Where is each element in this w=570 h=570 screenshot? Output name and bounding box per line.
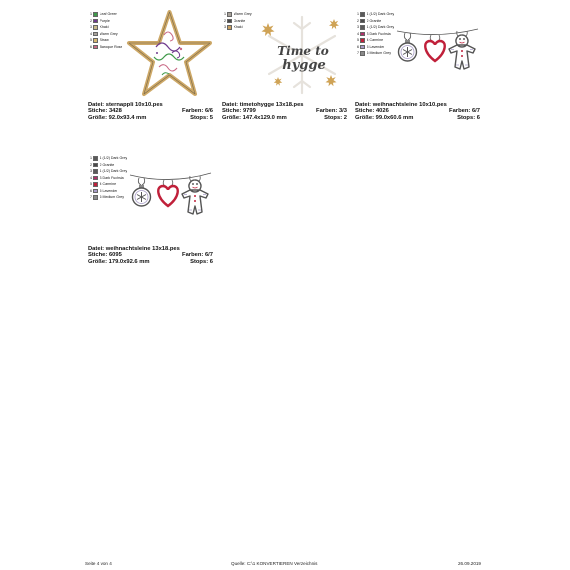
- design-thumbnail: [88, 9, 213, 100]
- stitch-count: 9799: [242, 108, 256, 115]
- legend-row: 1 1 (1/2) Dark Grey: [357, 12, 395, 16]
- gingerbread-icon: [449, 31, 475, 69]
- legend-row: 6 5 Lavender: [90, 188, 118, 193]
- footer-date: 26.09.2019: [458, 561, 481, 566]
- design-card-1: [88, 9, 213, 121]
- legend-row: 4 3 Dark Fuchsia: [90, 175, 124, 180]
- design-card-2: [222, 9, 347, 121]
- legend-row: 1 Warm Grey: [224, 12, 252, 16]
- legend-row: 2 Granite: [224, 18, 246, 23]
- color-swatch: [93, 195, 98, 200]
- color-count: 6/7: [204, 252, 213, 259]
- color-swatch: [360, 12, 365, 17]
- file-name: weihnachtsleine 13x18.pes: [105, 246, 180, 252]
- stitch-count: 6095: [108, 252, 122, 259]
- legend-row: 3 Khaki: [90, 25, 109, 29]
- label: Größe:: [355, 114, 375, 121]
- stop-count: 2: [343, 114, 347, 121]
- ornament-icon: [133, 178, 151, 206]
- color-count: 6/7: [471, 108, 480, 115]
- label: Größe:: [88, 114, 108, 121]
- footer-source-path: Quelle: C:\1 KONVERTIEREN Verzeichnis: [231, 561, 318, 566]
- color-swatch: [93, 19, 98, 24]
- label: Farben:: [316, 108, 338, 115]
- design-card-3: [355, 9, 480, 121]
- legend-row: 4 Warm Grey: [90, 31, 118, 36]
- label: Stops:: [190, 258, 209, 265]
- design-size: 179.0x92.6 mm: [108, 258, 150, 265]
- label: Stops:: [457, 114, 476, 121]
- color-swatch: [93, 169, 98, 174]
- color-swatch: [360, 25, 365, 30]
- stop-count: 6: [209, 258, 213, 265]
- legend-row: 2 2 Granite: [357, 18, 382, 23]
- color-count: 6/6: [204, 108, 213, 115]
- label: Farben:: [449, 108, 471, 115]
- design-thumbnail: [222, 9, 347, 100]
- file-name: weihnachtsleine 10x10.pes: [372, 102, 447, 108]
- color-swatch: [93, 32, 98, 37]
- color-swatch: [227, 19, 232, 24]
- heart-icon: [425, 35, 444, 61]
- label: Stops:: [324, 114, 343, 121]
- legend-row: 1 1 (1/2) Dark Grey: [90, 156, 128, 160]
- label: Stiche:: [355, 108, 375, 115]
- label: Stiche:: [88, 252, 108, 259]
- heart-icon: [158, 180, 177, 206]
- star-embroidery-preview: [126, 9, 213, 100]
- label: Stiche:: [222, 108, 242, 115]
- label: Datei:: [88, 246, 105, 252]
- label: Größe:: [222, 114, 242, 121]
- ornament-icon: [399, 33, 417, 61]
- color-swatch: [93, 189, 98, 194]
- design-info: [88, 102, 213, 121]
- design-size: 147.4x129.0 mm: [242, 114, 287, 121]
- stitch-count: 4026: [375, 108, 389, 115]
- legend-row: 2 Purple: [90, 18, 110, 23]
- design-info: [222, 102, 347, 121]
- legend-row: 1 Leaf Green: [90, 12, 118, 16]
- legend-row: 3 Khaki: [224, 25, 243, 29]
- legend-row: 6 Baroque Rose: [90, 44, 123, 49]
- legend-row: 7 6 Medium Grey: [90, 195, 125, 199]
- color-swatch: [360, 32, 365, 37]
- color-swatch: [227, 25, 232, 30]
- gingerbread-icon: [182, 176, 208, 214]
- color-swatch: [93, 176, 98, 181]
- legend-row: 4 3 Dark Fuchsia: [357, 31, 391, 36]
- label: Datei:: [88, 102, 105, 108]
- design-info: [88, 246, 213, 265]
- legend-row: 3 1 (1/2) Dark Grey: [90, 169, 128, 173]
- color-swatch: [360, 51, 365, 56]
- color-swatch: [360, 19, 365, 24]
- color-swatch: [93, 156, 98, 161]
- stitch-count: 3428: [108, 108, 122, 115]
- file-name: timetohygge 13x18.pes: [239, 102, 304, 108]
- legend-row: 5 4 Carmine: [90, 182, 117, 186]
- file-name: sternappli 10x10.pes: [105, 102, 163, 108]
- label: Stiche:: [88, 108, 108, 115]
- color-swatch: [93, 38, 98, 43]
- label: Farben:: [182, 252, 204, 259]
- legend-row: 2 2 Granite: [90, 162, 115, 167]
- hygge-embroidery-preview: [258, 9, 347, 100]
- design-size: 99.0x60.6 mm: [375, 114, 414, 121]
- legend-row: 7 6 Medium Grey: [357, 51, 392, 55]
- color-swatch: [227, 12, 232, 17]
- design-thumbnail: [355, 9, 480, 100]
- art-text-time-to: Time to: [277, 44, 329, 58]
- design-info: [355, 102, 480, 121]
- stop-count: 5: [209, 114, 213, 121]
- design-size: 92.0x93.4 mm: [108, 114, 147, 121]
- color-swatch: [93, 182, 98, 187]
- legend-row: 6 5 Lavender: [357, 44, 385, 49]
- garland-embroidery-preview: [395, 9, 480, 100]
- color-count: 3/3: [338, 108, 347, 115]
- legend-row: 3 1 (1/2) Dark Grey: [357, 25, 395, 29]
- design-card-4: [88, 153, 213, 265]
- stop-count: 6: [476, 114, 480, 121]
- label: Datei:: [222, 102, 239, 108]
- footer-page-number: Seite 4 von 4: [85, 561, 112, 566]
- garland-embroidery-preview: [128, 153, 213, 244]
- color-swatch: [360, 38, 365, 43]
- color-swatch: [360, 45, 365, 50]
- art-text-hygge: hygge: [282, 58, 326, 73]
- color-swatch: [93, 163, 98, 168]
- color-swatch: [93, 45, 98, 50]
- color-swatch: [93, 25, 98, 30]
- design-thumbnail: [88, 153, 213, 244]
- label: Farben:: [182, 108, 204, 115]
- legend-row: 5 4 Carmine: [357, 38, 384, 42]
- label: Größe:: [88, 258, 108, 265]
- color-swatch: [93, 12, 98, 17]
- label: Datei:: [355, 102, 372, 108]
- legend-row: 5 Straw: [90, 38, 109, 42]
- label: Stops:: [190, 114, 209, 121]
